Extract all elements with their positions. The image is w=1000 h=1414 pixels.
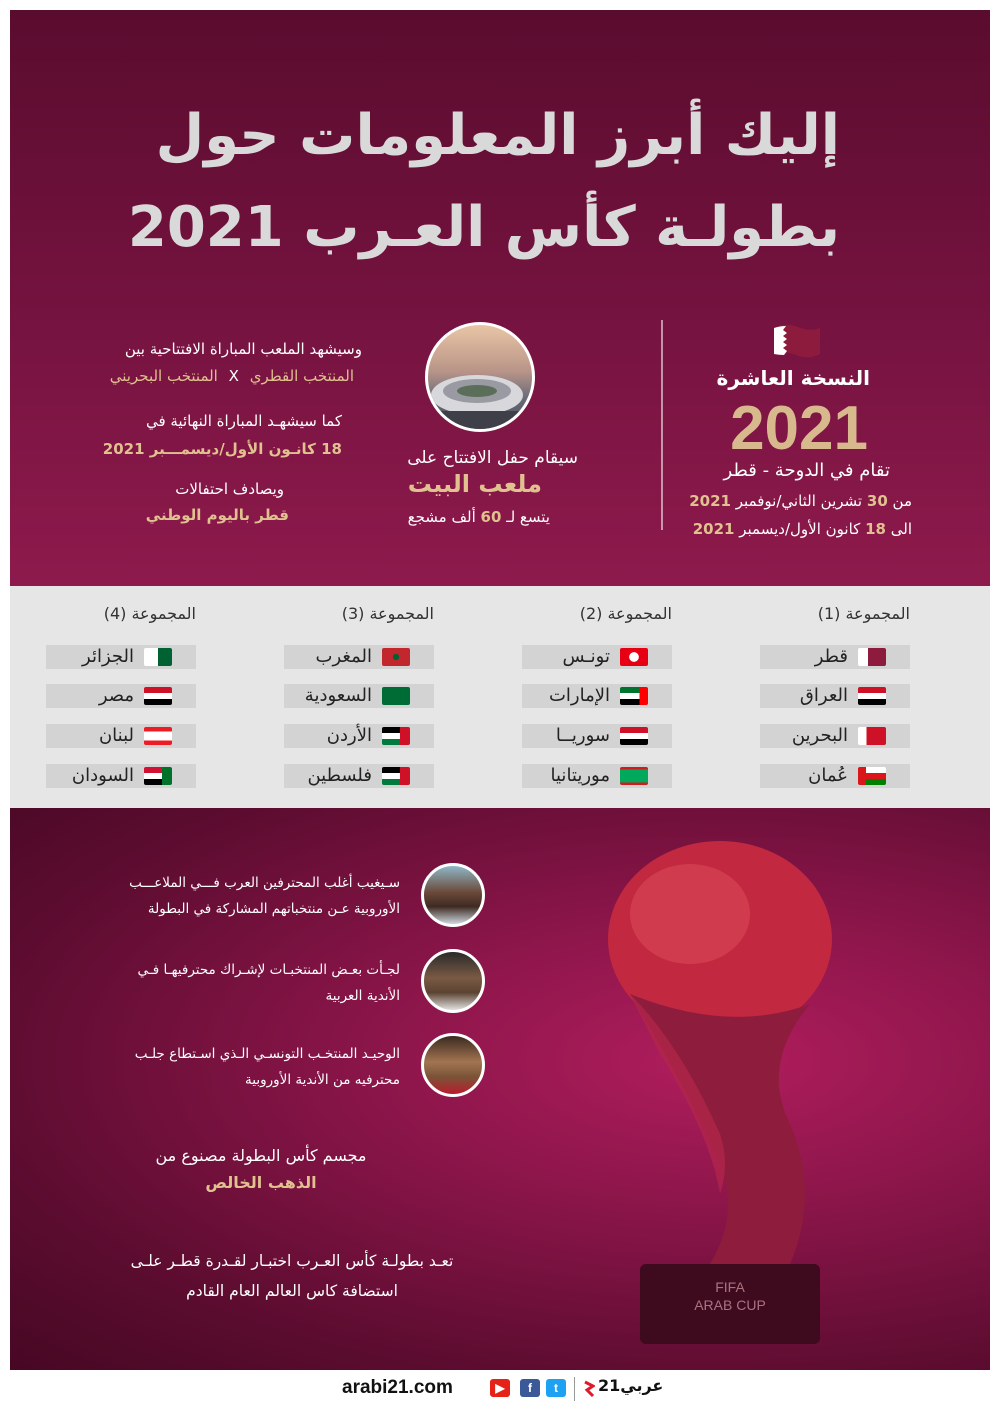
qatar-flag-icon [772,322,822,360]
closing-note [106,1246,478,1306]
group-title: المجموعة (3) [341,604,434,623]
end-date-month: كانون الأول/ديسمبر [739,520,861,538]
syria-flag-icon [620,727,648,745]
tunisia-flag-icon [620,648,648,666]
lebanon-flag-icon [144,727,172,745]
arabi21-logo-text: عربي21 [598,1376,664,1395]
fact-line: سـيغيب أغلب المحترفين العرب فـــي الملاعـــب [129,875,400,891]
title-line-2: بطولـة كأس العـرب 2021 [127,195,840,260]
player-photo [421,1033,485,1097]
team-row [46,684,196,708]
opening-team-a: المنتخب القطري [249,367,354,385]
fact-2 [100,957,400,1009]
celebration-value: قطر باليوم الوطني [145,506,289,524]
svg-text:ARAB CUP: ARAB CUP [694,1297,766,1313]
title-line-1: إليك أبرز المعلومات حول [155,103,840,168]
group-title: المجموعة (2) [579,604,672,623]
team-name: مصر [98,685,134,706]
footer-divider [574,1377,575,1401]
iraq-flag-icon [858,687,886,705]
uae-flag-icon [620,687,648,705]
site-link[interactable]: arabi21.com [342,1377,453,1398]
team-row [522,764,672,788]
opening-match-teams [110,367,354,385]
team-row [46,724,196,748]
team-row [522,724,672,748]
team-name: موريتانيا [550,765,610,786]
jordan-flag-icon [382,727,410,745]
egypt-flag-icon [144,687,172,705]
palestine-flag-icon [382,767,410,785]
opening-vs: X [228,367,239,385]
team-name: عُمان [808,765,848,786]
team-row [760,724,910,748]
player-photo [421,949,485,1013]
player-photo [421,863,485,927]
host-venue: تقام في الدوحة - قطر [723,460,890,481]
trophy-note-line: مجسم كأس البطولة مصنوع من [155,1146,367,1165]
capacity-suffix: ألف مشجع [407,508,476,526]
bahrain-flag-icon [858,727,886,745]
start-date [689,492,912,510]
end-date [693,520,912,538]
twitter-icon[interactable]: t [546,1379,566,1397]
trophy-note [140,1146,382,1192]
team-name: فلسطين [307,765,372,786]
group-title: المجموعة (4) [103,604,196,623]
team-row [284,684,434,708]
morocco-flag-icon [382,648,410,666]
team-name: الإمارات [548,685,610,706]
facebook-icon[interactable]: f [520,1379,540,1397]
team-row [284,764,434,788]
celebration-line: ويصادف احتفالات [175,480,284,498]
start-date-prefix: من [892,492,912,510]
team-row [522,645,672,669]
saudi-flag-icon [382,687,410,705]
algeria-flag-icon [144,648,172,666]
fact-line: الأوروبية عـن منتخباتهم المشاركة في البطولة [147,901,400,917]
edition-label: النسخة العاشرة [716,366,870,390]
end-date-day: 18 [865,520,886,538]
team-name: البحرين [791,725,848,746]
team-row [284,645,434,669]
team-name: قطر [814,646,848,667]
fact-line: الأندية العربية [325,988,400,1004]
footer [0,1370,1000,1414]
team-row [284,724,434,748]
team-name: المغرب [315,646,372,667]
opening-match-line: وسيشهد الملعب المباراة الافتتاحية بين [124,340,362,358]
start-date-month: تشرين الثاني/نوفمبر [735,492,863,510]
team-name: سوريــا [555,725,610,746]
start-date-year: 2021 [689,492,731,510]
team-row [760,645,910,669]
section-divider [661,320,663,530]
arabi21-logo-icon [583,1380,595,1398]
capacity-number: 60 [480,508,502,526]
team-name: الأردن [326,725,372,746]
stadium-capacity [408,508,550,526]
sudan-flag-icon [144,767,172,785]
opening-team-b: المنتخب البحريني [109,367,218,385]
end-date-prefix: الى [890,520,912,538]
trophy-note-material: الذهب الخالص [205,1173,317,1192]
trophy-illustration [570,834,890,1364]
final-match-line: كما سيشهـد المباراة النهائية في [145,412,342,430]
capacity-prefix: يتسع لـ [506,508,550,526]
fact-line: محترفيه من الأندية الأوروبية [245,1072,400,1088]
team-row [46,645,196,669]
stadium-illustration [425,325,532,432]
team-row [760,764,910,788]
closing-note-line: تعـد بطولـة كأس العـرب اختبـار لقـدرة قطـر علـى [130,1252,454,1270]
ceremony-venue: ملعب البيت [407,470,542,498]
oman-flag-icon [858,767,886,785]
team-name: السعودية [304,685,372,706]
fact-3 [100,1041,400,1093]
closing-note-line: استضافة كاس العالم العام القادم [186,1282,398,1300]
team-name: السودان [71,765,134,786]
mauritania-flag-icon [620,767,648,785]
team-name: الجزائر [82,646,134,667]
fact-1 [100,870,400,922]
end-date-year: 2021 [692,520,735,538]
fact-line: الوحيـد المنتخـب التونسـي الـذي اسـتطاع جلـب [134,1046,400,1062]
edition-year: 2021 [730,394,868,463]
group-title: المجموعة (1) [817,604,910,623]
groups-band [10,586,990,808]
fact-line: لجـأت بعـض المنتخبـات لإشـراك محترفيهـا فـي [137,962,400,978]
ceremony-label: سيقام حفل الافتتاح على [407,448,578,468]
team-name: لبنان [98,725,134,746]
page-title [127,90,840,274]
youtube-icon[interactable]: ▶ [490,1379,510,1397]
team-row [46,764,196,788]
team-name: العراق [799,685,848,706]
final-match-date: 18 كانـون الأول/ديسمـــبر 2021 [102,440,342,458]
stadium-photo [425,322,535,432]
svg-text:FIFA: FIFA [715,1279,745,1295]
start-date-day: 30 [866,492,888,510]
team-row [760,684,910,708]
team-row [522,684,672,708]
poster [10,10,990,1370]
qatar-flag-icon [858,648,886,666]
team-name: تونـس [562,646,610,667]
